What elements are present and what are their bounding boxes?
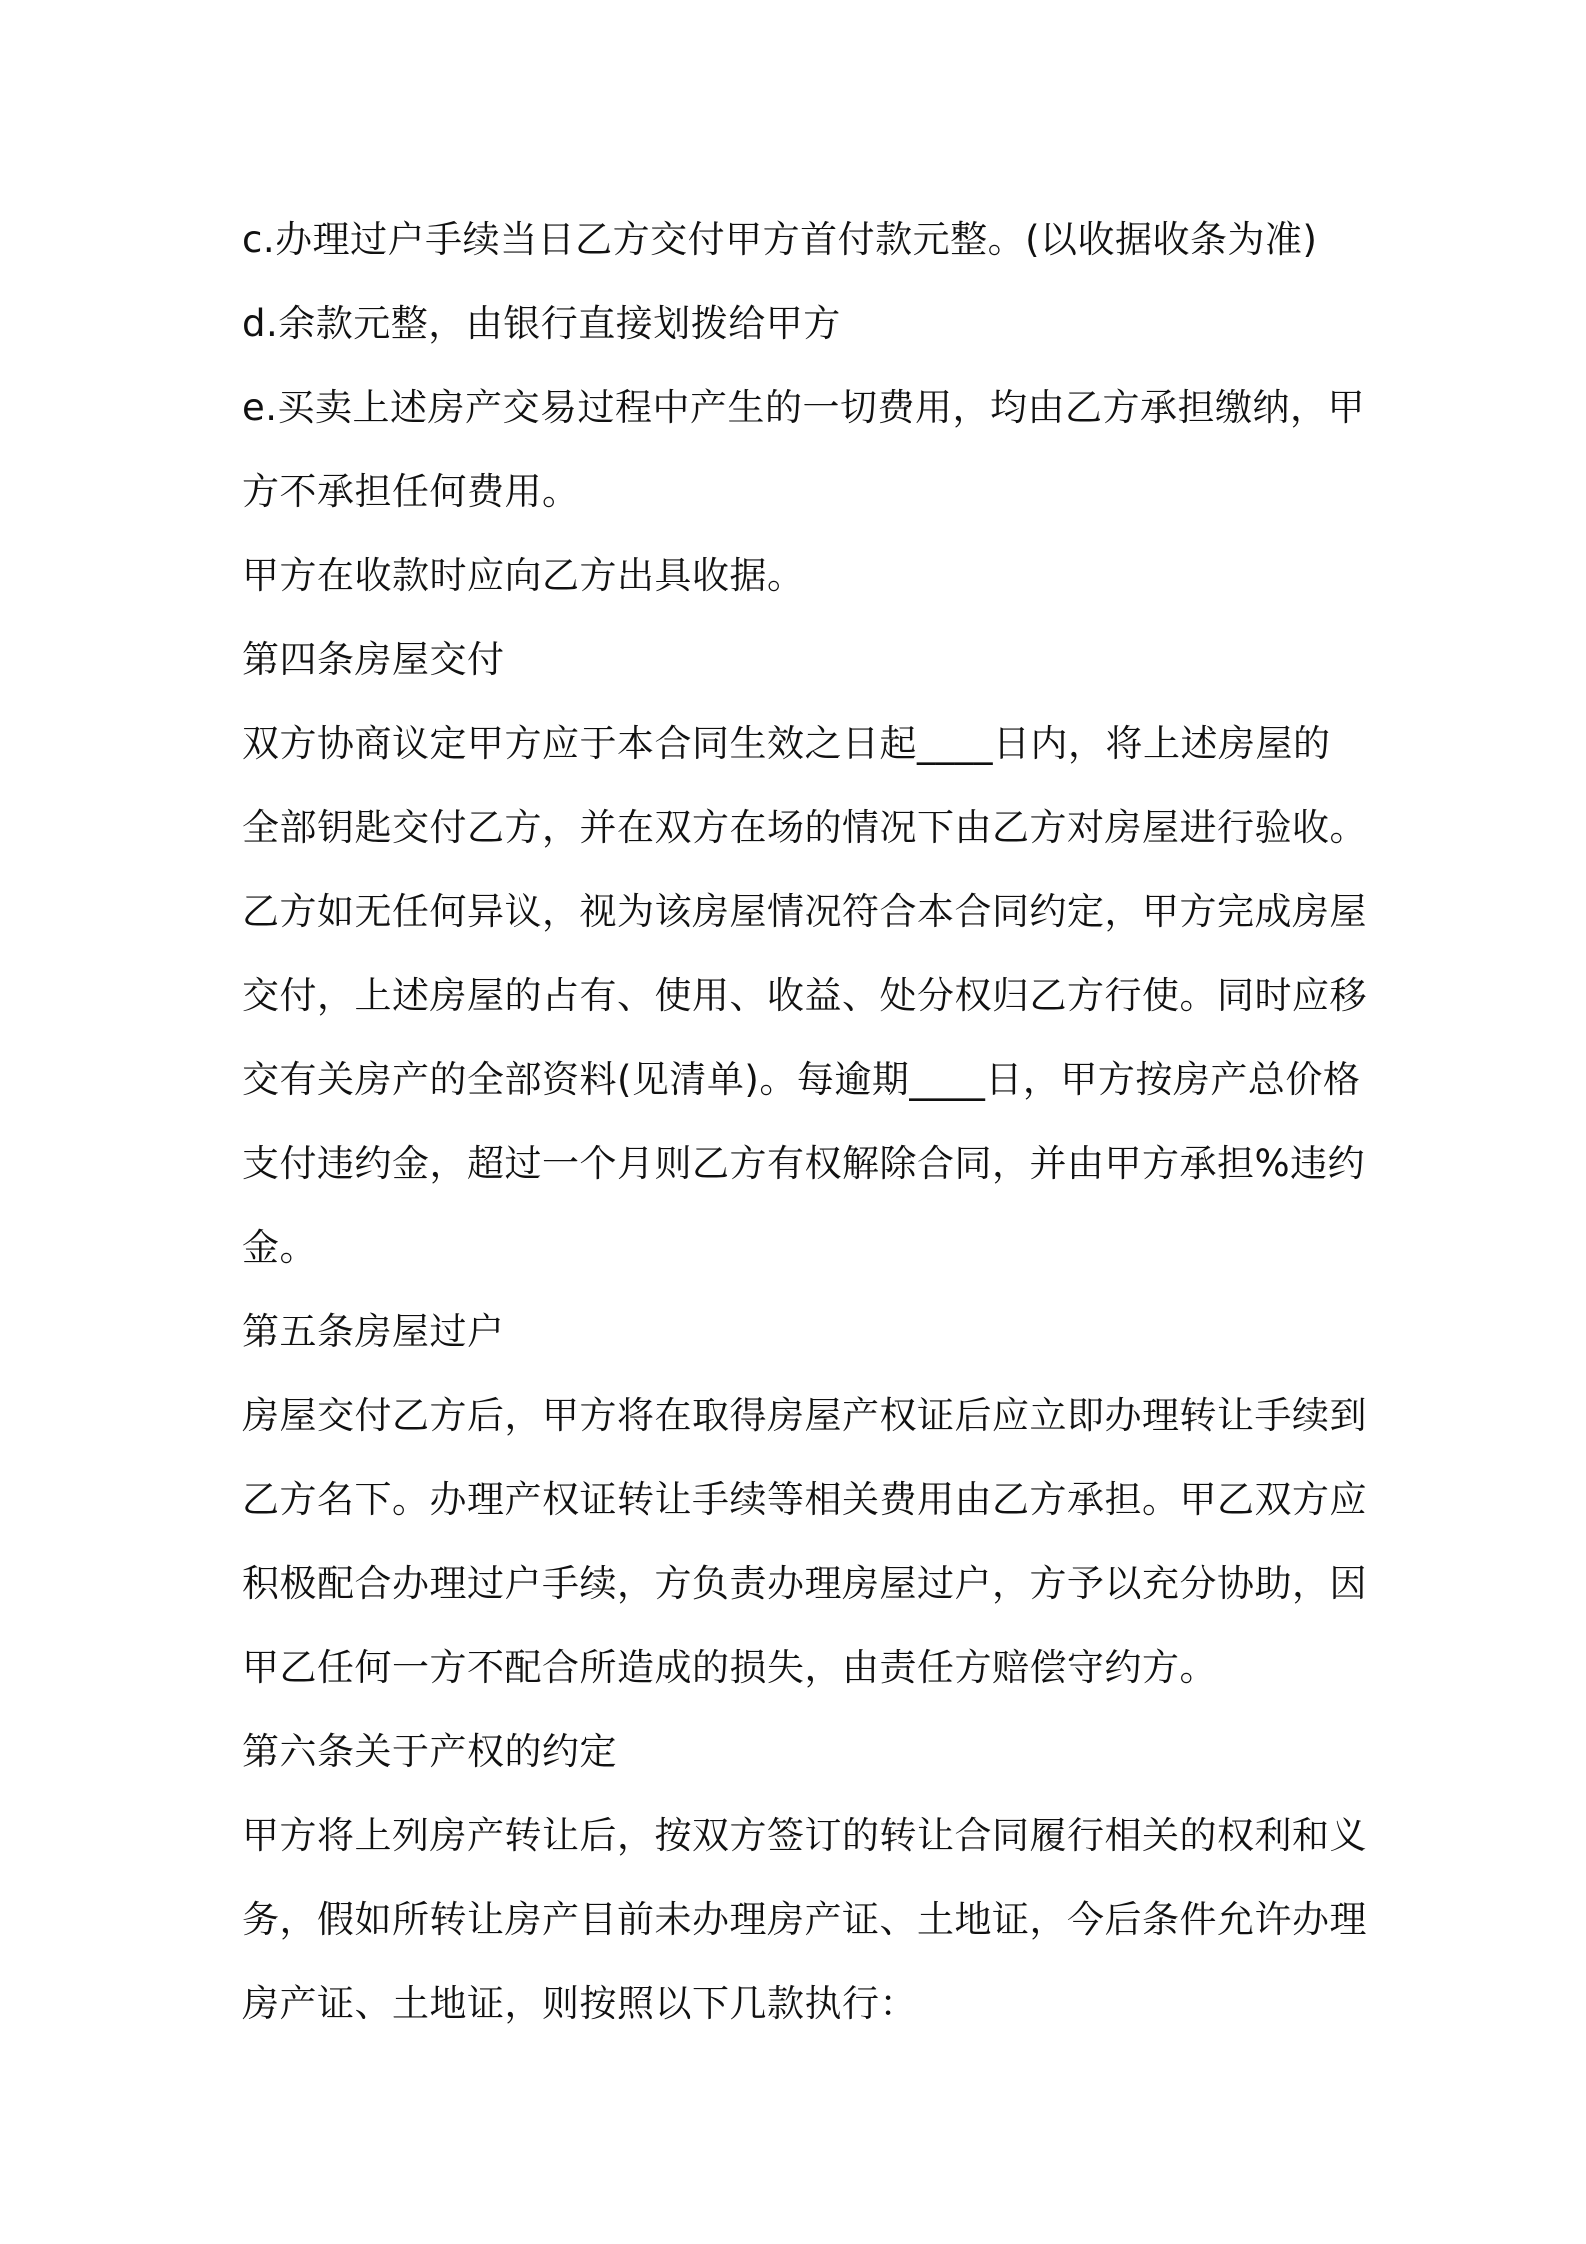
- article-4-text-4: 交付，上述房屋的占有、使用、收益、处分权归乙方行使。同时应移: [242, 974, 1367, 1017]
- article-6-text-3: 房产证、土地证，则按照以下几款执行：: [242, 1982, 917, 2025]
- article-5-heading: 第五条房屋过户: [242, 1310, 505, 1353]
- article-5-text-3: 积极配合办理过户手续，方负责办理房屋过户，方予以充分协助，因: [242, 1562, 1367, 1605]
- article-6-heading: 第六条关于产权的约定: [242, 1730, 617, 1773]
- document-body: [242, 198, 1367, 2046]
- article-6-text-1: 甲方将上列房产转让后，按双方签订的转让合同履行相关的权利和义: [242, 1814, 1367, 1857]
- clause-d-balance: d.余款元整，由银行直接划拨给甲方: [242, 302, 841, 345]
- article-4-text-3: 乙方如无任何异议，视为该房屋情况符合本合同约定，甲方完成房屋: [242, 890, 1367, 933]
- receipt-note: 甲方在收款时应向乙方出具收据。: [242, 554, 805, 597]
- article-4-text-7: 金。: [242, 1226, 317, 1269]
- article-5-text-2: 乙方名下。办理产权证转让手续等相关费用由乙方承担。甲乙双方应: [242, 1478, 1367, 1521]
- article-4-text-2: 全部钥匙交付乙方，并在双方在场的情况下由乙方对房屋进行验收。: [242, 806, 1367, 849]
- article-6-text-2: 务，假如所转让房产目前未办理房产证、土地证，今后条件允许办理: [242, 1898, 1367, 1941]
- article-4-heading: 第四条房屋交付: [242, 638, 505, 681]
- article-4-text-1: 双方协商议定甲方应于本合同生效之日起____日内，将上述房屋的: [242, 722, 1331, 765]
- article-5-text-1: 房屋交付乙方后，甲方将在取得房屋产权证后应立即办理转让手续到: [242, 1394, 1367, 1437]
- clause-e-fees-cont: 方不承担任何费用。: [242, 470, 580, 513]
- article-4-text-5: 交有关房产的全部资料(见清单)。每逾期____日，甲方按房产总价格: [242, 1058, 1361, 1101]
- clause-e-fees: e.买卖上述房产交易过程中产生的一切费用，均由乙方承担缴纳，甲: [242, 386, 1366, 429]
- article-5-text-4: 甲乙任何一方不配合所造成的损失，由责任方赔偿守约方。: [242, 1646, 1217, 1689]
- article-4-text-6: 支付违约金，超过一个月则乙方有权解除合同，并由甲方承担%违约: [242, 1142, 1366, 1185]
- clause-c-down-payment: c.办理过户手续当日乙方交付甲方首付款元整。(以收据收条为准): [242, 218, 1318, 261]
